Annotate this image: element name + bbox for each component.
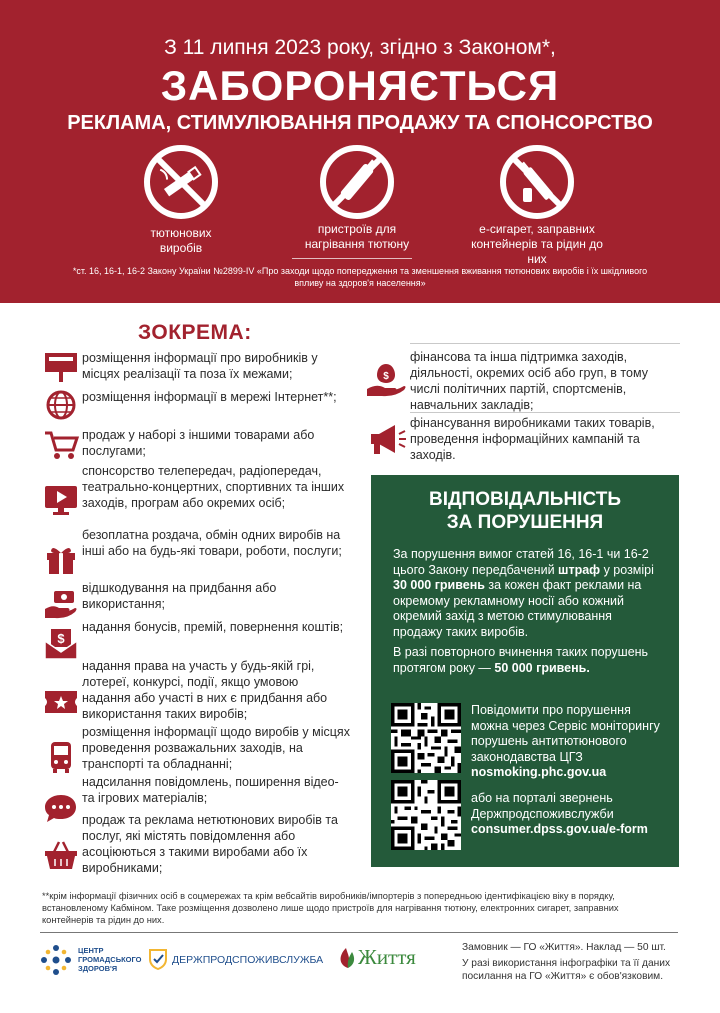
qr-code-nosmoking[interactable]	[391, 703, 461, 773]
gift-icon	[42, 542, 80, 576]
megaphone-icon	[364, 422, 408, 458]
page-title: ЗАБОРОНЯЄТЬСЯ	[160, 62, 560, 109]
no-e-cigarette-icon	[497, 142, 577, 222]
chat-bubble-icon	[42, 792, 80, 826]
list-item: фінансування виробниками таких товарів, проведення інформаційних кампаній та заходів.	[410, 416, 655, 462]
leaf-logo-icon	[338, 946, 358, 970]
list-item: відшкодування на придбання або використання;	[82, 581, 277, 611]
list-item: розміщення інформації про виробників у місцях реалізації та поза їх межами;	[82, 351, 318, 381]
header-banner	[0, 0, 720, 303]
qr-text-nosmoking: Повідомити про порушення можна через Сервіс моніторингу порушень антитютюнового законодавства ЦГЗ nosmoking.phc.gov.ua	[471, 703, 660, 779]
phc-logo-icon	[38, 942, 74, 978]
divider	[410, 412, 680, 413]
bus-icon	[42, 740, 80, 774]
section-heading: ЗОКРЕМА:	[138, 321, 252, 344]
qr-code-consumer[interactable]	[391, 780, 461, 850]
funding-hand-icon	[364, 362, 408, 398]
link-nosmoking[interactable]: nosmoking.phc.gov.ua	[471, 765, 607, 779]
list-item: розміщення інформації щодо виробів у місцях проведення розважальних заходів, на транспорті та обладнанні;	[82, 725, 350, 771]
zhyttia-logo-text: Життя	[358, 945, 416, 969]
qr-text-consumer: або на порталі звернень Держпродспоживслужби consumer.dpss.gov.ua/e-form	[471, 791, 648, 836]
list-item: надсилання повідомлень, поширення відео- та ігрових матеріалів;	[82, 775, 339, 805]
repeat-fine-paragraph: В разі повторного вчинення таких порушень протягом року — 50 000 гривень.	[393, 645, 649, 675]
fine-paragraph: За порушення вимог статей 16, 16-1 чи 16-2 цього Закону передбачений штраф у розмірі 30 000 гривень за кожен факт реклами на окремому рекламному носії або кожний окремий захід з метою стимулювання продажу таких виробів.	[393, 547, 654, 639]
footer-divider	[40, 932, 678, 933]
list-item: надання бонусів, премій, повернення коштів;	[82, 620, 344, 634]
no-cigarette-icon	[141, 142, 221, 222]
video-monitor-icon	[42, 483, 80, 517]
category-label-heated: пристроїв для нагрівання тютюну	[304, 222, 410, 251]
category-label-tobacco: тютюнових виробів	[150, 226, 212, 255]
list-item: спонсорство телепередач, радіопередач, театрально-концертних, спортивних та інших заходів, програм або окремих осіб;	[82, 464, 345, 510]
list-item: безоплатна роздача, обмін одних виробів на інші або на будь-які товари, роботи, послуги;	[82, 528, 342, 558]
link-consumer[interactable]: consumer.dpss.gov.ua/e-form	[471, 822, 648, 836]
divider	[410, 343, 680, 344]
list-item: продаж у наборі з іншими товарами або послугами;	[82, 428, 315, 458]
dpss-logo-text: ДЕРЖПРОДСПОЖИВСЛУЖБА	[172, 954, 324, 966]
shopping-cart-icon	[42, 428, 80, 462]
no-heated-tobacco-icon	[317, 142, 397, 222]
globe-icon	[42, 388, 80, 422]
ticket-icon	[42, 685, 80, 719]
list-item: продаж та реклама нетютюнових виробів та послуг, які містять повідомлення або асоціюються з такими виробами або їх виробниками;	[82, 813, 338, 875]
law-footnote: *ст. 16, 16-1, 16-2 Закону України №2899-IV «Про заходи щодо попередження та зменшення вживання тютюнових виробів і їх шкідливого впливу на здоров'я населення»	[72, 266, 648, 288]
money-hand-icon	[42, 587, 80, 621]
date-line: З 11 липня 2023 року, згідно з Законом*,	[164, 36, 556, 59]
shopping-basket-icon	[42, 838, 80, 872]
list-item: фінансова та інша підтримка заходів, діяльності, окремих осіб або груп, в тому числі політичних партій, спортсменів, навчальних закладів;	[410, 350, 648, 412]
billboard-icon	[42, 350, 80, 384]
usage-note: У разі використання інфографіки та її даних посилання на ГО «Життя» є обов'язковим.	[462, 958, 671, 982]
responsibility-title: ВІДПОВІДАЛЬНІСТЬ ЗА ПОРУШЕННЯ	[429, 489, 621, 533]
money-envelope-icon	[42, 627, 80, 661]
category-label-ecig: е-сигарет, заправних контейнерів та рідин до них	[471, 222, 603, 266]
list-item: надання права на участь у будь-якій грі, лотереї, конкурсі, події, якщо умовою надання або участі в них є придбання або використання таких виробів;	[82, 659, 328, 721]
svg-text:$: $	[383, 371, 389, 382]
order-line: Замовник — ГО «Життя». Наклад — 50 шт.	[462, 942, 666, 953]
svg-text:$: $	[57, 631, 65, 646]
header-divider	[292, 258, 412, 259]
dpss-shield-icon	[148, 948, 168, 970]
responsibility-box	[371, 475, 679, 867]
phc-logo-text: ЦЕНТР ГРОМАДСЬКОГО ЗДОРОВ'Я	[78, 946, 142, 973]
page-subtitle: РЕКЛАМА, СТИМУЛЮВАННЯ ПРОДАЖУ ТА СПОНСОРСТВО	[67, 112, 653, 134]
list-item: розміщення інформації в мережі Інтернет**;	[82, 390, 337, 404]
internet-footnote: **крім інформації фізичних осіб в соцмережах та крім вебсайтів виробників/імпортерів з попередньою ідентифікацією віку в порядку, встановленому Кабміном. Таке розміщення дозволено лише щодо пристроїв для нагрівання тютюну, електронних сигарет, заправних контейнерів та рідин до них.	[42, 891, 619, 925]
